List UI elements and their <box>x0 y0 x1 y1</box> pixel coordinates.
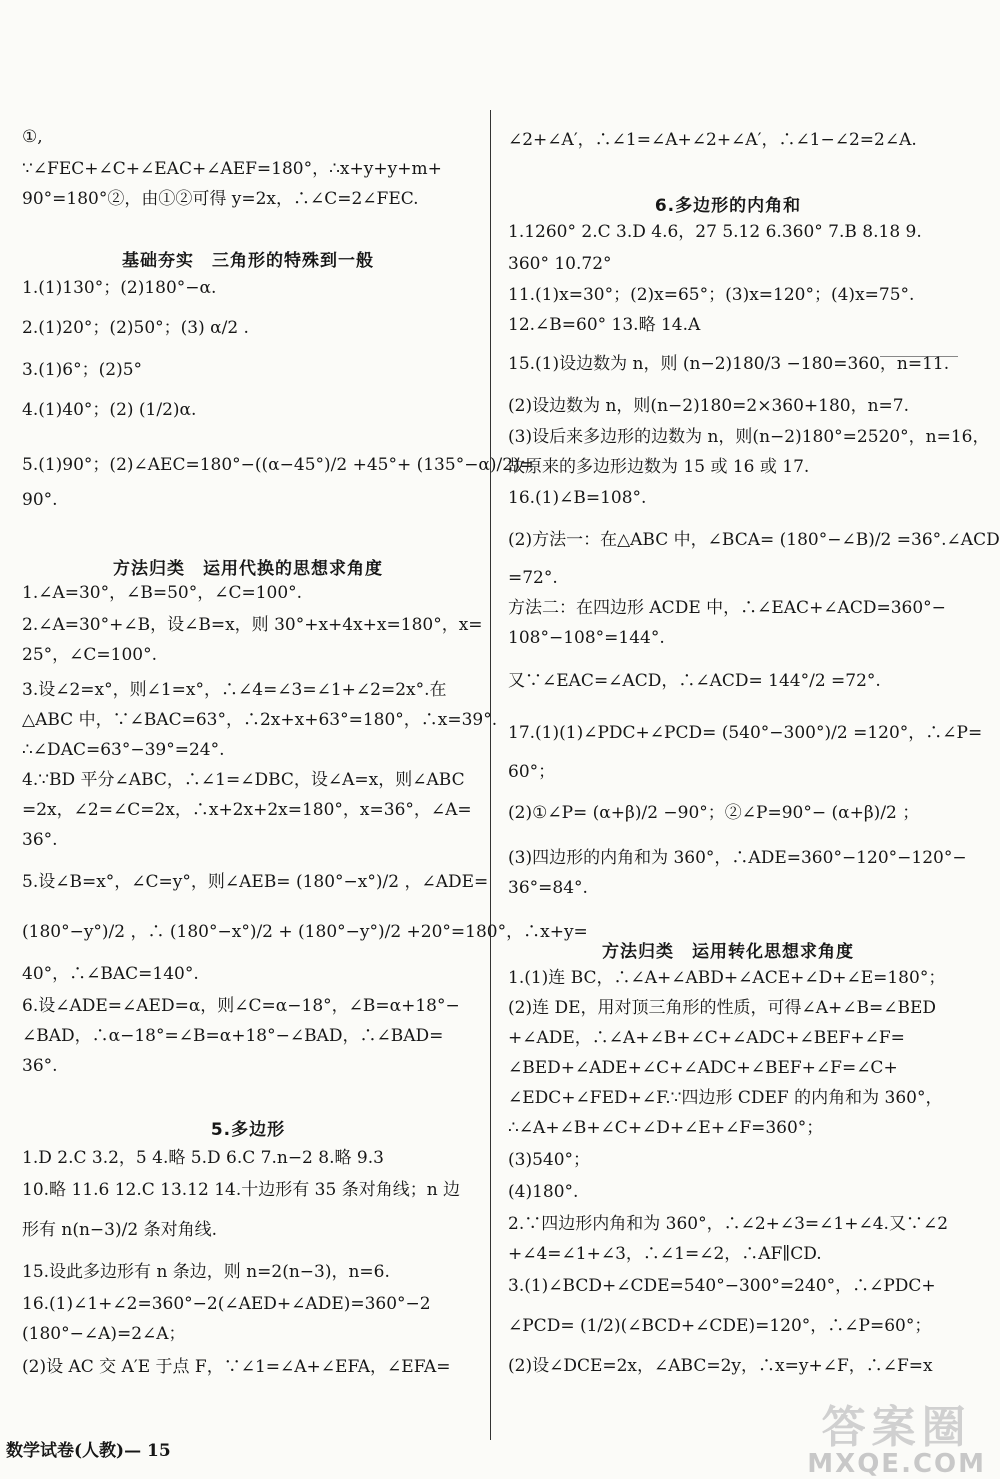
text-line: 11.(1)x=30°；(2)x=65°；(3)x=120°；(4)x=75°. <box>508 285 915 305</box>
text-line: 15.(1)设边数为 n，则 (n−2)180/3 −180=360，n=11. <box>508 354 950 374</box>
text-line: 17.(1)(1)∠PDC+∠PCD= (540°−300°)/2 =120°，∴∠P= <box>508 723 983 743</box>
section-heading: 基础夯实 三角形的特殊到一般 <box>122 251 374 271</box>
text-line: 6.设∠ADE=∠AED=α，则∠C=α−18°，∠B=α+18°− <box>22 996 460 1016</box>
text-line: 36°=84°. <box>508 878 588 898</box>
text-line: 90°=180°②，由①②可得 y=2x，∴∠C=2∠FEC. <box>22 189 419 209</box>
text-line: 形有 n(n−3)/2 条对角线. <box>22 1220 217 1240</box>
text-line: △ABC 中，∵∠BAC=63°，∴2x+x+63°=180°，∴x=39°. <box>22 710 498 730</box>
text-line: 3.(1)6°；(2)5° <box>22 360 143 380</box>
text-line: ∠PCD= (1/2)(∠BCD+∠CDE)=120°，∴∠P=60°； <box>508 1316 932 1336</box>
text-line: 36°. <box>22 1056 58 1076</box>
watermark-logo <box>807 1402 986 1479</box>
text-line: 1.D 2.C 3.2，5 4.略 5.D 6.C 7.n−2 8.略 9.3 <box>22 1148 384 1168</box>
text-line: ∴∠A+∠B+∠C+∠D+∠E+∠F=360°； <box>508 1118 824 1138</box>
section-heading: 6.多边形的内角和 <box>654 196 802 216</box>
watermark-title: 答案圈 <box>821 1402 972 1453</box>
text-line: 3.设∠2=x°，则∠1=x°，∴∠4=∠3=∠1+∠2=2x°.在 <box>22 680 447 700</box>
text-line: 60°； <box>508 762 556 782</box>
text-line: (4)180°. <box>508 1182 579 1202</box>
text-line: ∴∠DAC=63°−39°=24°. <box>22 740 225 760</box>
text-line: ①, <box>22 127 43 147</box>
text-line: 360° 10.72° <box>508 254 612 274</box>
text-line: (2)设边数为 n，则(n−2)180=2×360+180，n=7. <box>508 396 910 416</box>
text-line: 108°−108°=144°. <box>508 628 665 648</box>
text-line: 4.∵BD 平分∠ABC，∴∠1=∠DBC，设∠A=x，则∠ABC <box>22 770 465 790</box>
text-line: (3)四边形的内角和为 360°，∴ADE=360°−120°−120°− <box>508 848 967 868</box>
text-line: (3)540°； <box>508 1150 591 1170</box>
text-line: (2)连 DE，用对顶三角形的性质，可得∠A+∠B=∠BED <box>508 998 937 1018</box>
text-line: (3)设后来多边形的边数为 n，则(n−2)180°=2520°，n=16， <box>508 427 990 447</box>
text-line: 16.(1)∠B=108°. <box>508 488 647 508</box>
text-line: 方法二：在四边形 ACDE 中，∴∠EAC+∠ACD=360°− <box>508 598 946 618</box>
text-line: 5.设∠B=x°，∠C=y°，则∠AEB= (180°−x°)/2 ，∠ADE= <box>22 872 489 892</box>
text-line: 90°. <box>22 490 58 510</box>
text-line: (2)设∠DCE=2x，∠ABC=2y，∴x=y+∠F，∴∠F=x <box>508 1356 933 1376</box>
section-heading: 5.多边形 <box>210 1120 286 1140</box>
text-line: 2.(1)20°；(2)50°；(3) α/2 . <box>22 318 249 338</box>
text-line: 1.∠A=30°，∠B=50°，∠C=100°. <box>22 583 303 603</box>
text-line: ∠BED+∠ADE+∠C+∠ADC+∠BEF+∠F=∠C+ <box>508 1058 898 1078</box>
text-line: ∠BAD，∴α−18°=∠B=α+18°−∠BAD，∴∠BAD= <box>22 1026 444 1046</box>
text-line: (2)方法一：在△ABC 中，∠BCA= (180°−∠B)/2 =36°.∠ACD <box>508 530 1000 550</box>
text-line: ∵∠FEC+∠C+∠EAC+∠AEF=180°，∴x+y+y+m+ <box>22 159 442 179</box>
text-line: 2.∵四边形内角和为 360°，∴∠2+∠3=∠1+∠4.又∵∠2 <box>508 1214 949 1234</box>
text-line: 36°. <box>22 830 58 850</box>
column-divider <box>490 110 491 1440</box>
section-heading: 方法归类 运用转化思想求角度 <box>602 942 854 962</box>
text-line: 1.(1)130°；(2)180°−α. <box>22 278 217 298</box>
text-line: 12.∠B=60° 13.略 14.A <box>508 315 701 335</box>
text-line: (2)①∠P= (α+β)/2 −90°；②∠P=90°− (α+β)/2 ； <box>508 803 920 823</box>
text-line: 25°，∠C=100°. <box>22 645 157 665</box>
text-line: +∠4=∠1+∠3，∴∠1=∠2，∴AF∥CD. <box>508 1244 822 1264</box>
watermark-url: MXQE.COM <box>807 1449 986 1479</box>
text-line: ∠EDC+∠FED+∠F.∵四边形 CDEF 的内角和为 360°， <box>508 1088 943 1108</box>
text-line: 故原来的多边形边数为 15 或 16 或 17. <box>508 457 810 477</box>
text-line: +∠ADE，∴∠A+∠B+∠C+∠ADC+∠BEF+∠F= <box>508 1028 905 1048</box>
section-heading: 方法归类 运用代换的思想求角度 <box>113 559 383 579</box>
text-line: 5.(1)90°；(2)∠AEC=180°−((α−45°)/2 +45°+ (135°−α)/2)= <box>22 455 534 475</box>
text-line: 15.设此多边形有 n 条边，则 n=2(n−3)，n=6. <box>22 1262 390 1282</box>
text-line: 40°，∴∠BAC=140°. <box>22 964 199 984</box>
text-line: 又∵∠EAC=∠ACD，∴∠ACD= 144°/2 =72°. <box>508 671 881 691</box>
text-line: 10.略 11.6 12.C 13.12 14.十边形有 35 条对角线；n 边 <box>22 1180 461 1200</box>
text-line: =2x，∠2=∠C=2x，∴x+2x+2x=180°，x=36°，∠A= <box>22 800 472 820</box>
text-line: (180°−y°)/2 ，∴ (180°−x°)/2 + (180°−y°)/2 +20°=180°，∴x+y= <box>22 922 588 942</box>
text-line: 1.(1)连 BC，∴∠A+∠ABD+∠ACE+∠D+∠E=180°； <box>508 968 946 988</box>
page-footer: 数学试卷(人教)— 15 <box>6 1441 171 1461</box>
text-line: =72°. <box>508 568 558 588</box>
text-line: (180°−∠A)=2∠A； <box>22 1324 186 1344</box>
text-line: 1.1260° 2.C 3.D 4.6，27 5.12 6.360° 7.B 8.18 9. <box>508 222 922 242</box>
text-line: 16.(1)∠1+∠2=360°−2(∠AED+∠ADE)=360°−2 <box>22 1294 431 1314</box>
text-line: ∠2+∠A′，∴∠1=∠A+∠2+∠A′，∴∠1−∠2=2∠A. <box>508 130 917 150</box>
text-line: (2)设 AC 交 A′E 于点 F，∵∠1=∠A+∠EFA，∠EFA= <box>22 1357 451 1377</box>
text-line: 2.∠A=30°+∠B，设∠B=x，则 30°+x+4x+x=180°，x= <box>22 615 483 635</box>
text-line: 4.(1)40°；(2) (1/2)α. <box>22 400 197 420</box>
text-line: 3.(1)∠BCD+∠CDE=540°−300°=240°，∴∠PDC+ <box>508 1276 936 1296</box>
